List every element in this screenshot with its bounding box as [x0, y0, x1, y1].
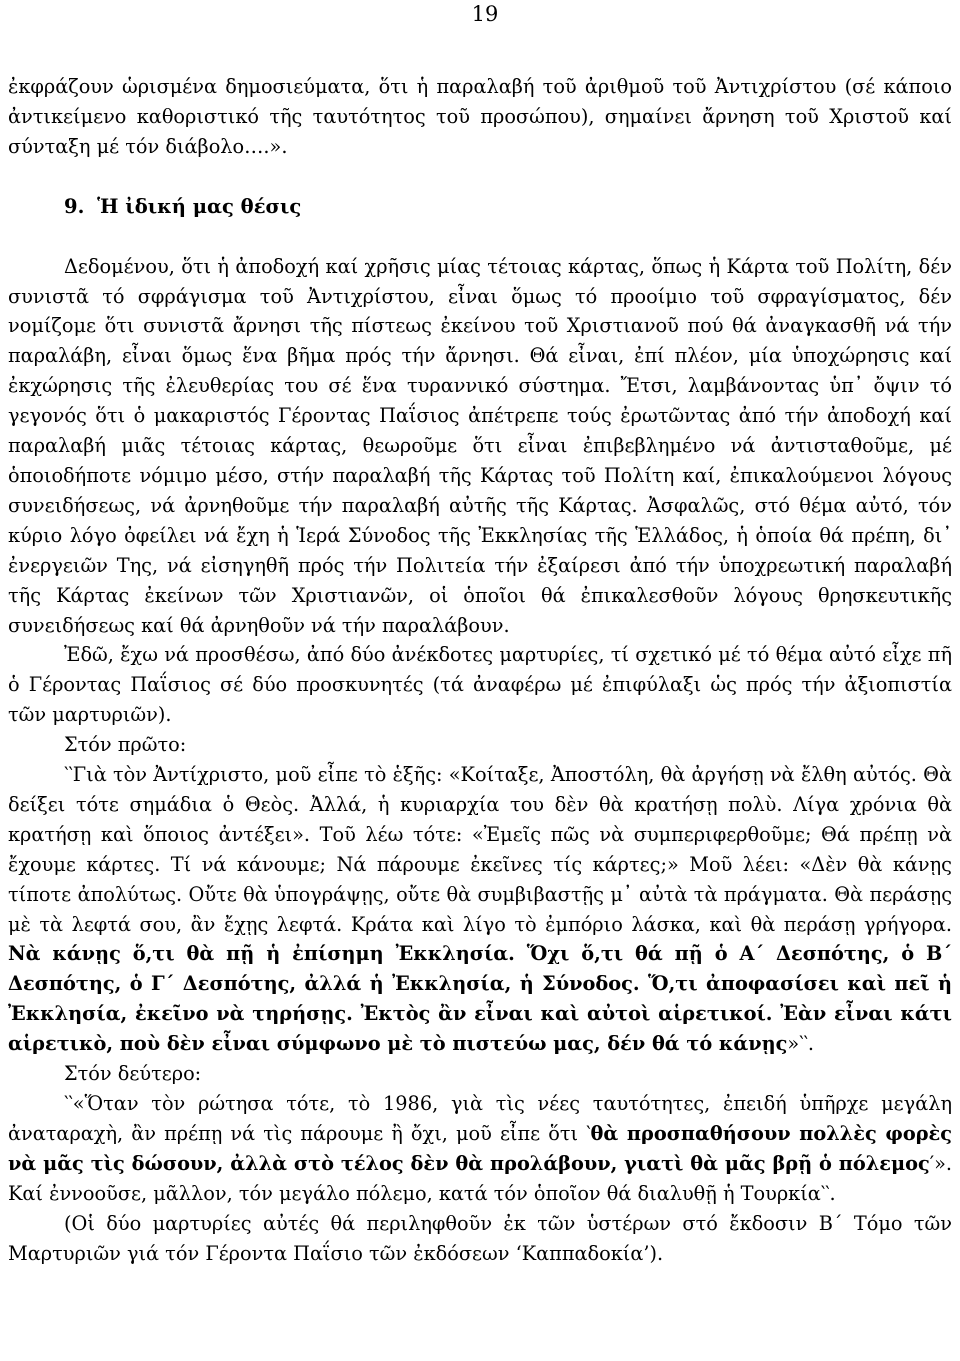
second-testimony-emphasis: θὰ προσπαθήσουν πολλὲς φορὲς νὰ μᾶς τὶς δώσουν, ἀλλὰ στὸ τέλος δὲν θὰ προλάβουν, γιατὶ θὰ μᾶς βρῇ ὁ πόλεμος [8, 1121, 952, 1175]
section-paragraph-2: Ἐδῶ, ἔχω νά προσθέσω, ἀπό δύο ἀνέκδοτες μαρτυρίες, τί σχετικό μέ τό θέμα αὐτό εἶχε πῆ ὁ Γέροντας Παΐσιος σέ δύο προσκυνητές (τά ἀναφέρω μέ ἐπιφύλαξι ὡς πρός τήν ἀξιοπιστία τῶν μαρτυριῶν). [8, 643, 952, 727]
section-paragraph-1: Δεδομένου, ὅτι ἡ ἀποδοχή καί χρῆσις μίας τέτοιας κάρτας, ὅπως ἡ Κάρτα τοῦ Πολίτη, δέν συνιστᾶ τό σφράγισμα τοῦ Ἀντιχρίστου, εἶναι ὅμως τό προοίμιο τοῦ σφραγίσματος, δέν νομίζομε ὅτι συνιστᾶ ἄρνησι τῆς πίστεως ἐκείνου τοῦ Χριστιανοῦ πού θά ἀναγκασθῆ νά τήν παραλάβη, εἶναι ὅμως ἕνα βῆμα πρός τήν ἄρνησι. Θά εἶναι, ἐπί πλέον, μία ὑποχώρησις καί ἐκχώρησις τῆς ἐλευθερίας του σέ ἕνα τυραννικό σύστημα. Ἔτσι, λαμβάνοντας ὑπ᾽ ὄψιν τό γεγονός ὅτι ὁ μακαριστός Γέροντας Παΐσιος ἀπέτρεπε τούς ἐρωτῶντας ἀπό τήν ἀποδοχή καί παραλαβή μιᾶς τέτοιας κάρτας, θεωροῦμε ὅτι εἶναι ἐπιβεβλημένο νά ἀντισταθοῦμε, μέ ὁποιοδήποτε νόμιμο μέσο, στήν παραλαβή τῆς Κάρτας τοῦ Πολίτη καί, ἐπικαλούμενοι λόγους συνειδήσεως, νά ἀρνηθοῦμε τήν παραλαβή αὐτῆς τῆς Κάρτας. Ἀσφαλῶς, στό θέμα αὐτό, τόν κύριο λόγο ὀφείλει νά ἔχη ἡ Ἱερά Σύνοδος τῆς Ἐκκλησίας τῆς Ἑλλάδος, ἡ ὁποία θά πρέπη, δι᾽ ἐνεργειῶν Της, νά εἰσηγηθῆ πρός τήν Πολιτεία τήν ἐξαίρεσι ἀπό τήν ὑποχρεωτική παραλαβή τῆς Κάρτας ἐκείνων τῶν Χριστιανῶν, οἱ ὁποῖοι θά ἐπικαλεσθοῦν λόγους θρησκευτικῆς συνειδήσεως καί θά ἀρνηθοῦν νά τήν παραλάβουν. [8, 254, 952, 637]
second-testimony-label: Στόν δεύτερο: [64, 1062, 202, 1086]
section-title: Ἡ ἰδική μας θέσις [97, 194, 302, 218]
second-testimony [8, 1089, 952, 1209]
page-number: 19 [471, 2, 499, 26]
closing-note: (Οἱ δύο μαρτυρίες αὐτές θά περιληφθοῦν ἐκ τῶν ὑστέρων στό ἔκδοσιν Β΄ Τόμο τῶν Μαρτυριῶν γιά τόν Γέροντα Παΐσιο τῶν ἐκδόσεων ‘Καππαδοκία’). [8, 1211, 952, 1265]
section-number: 9. [64, 194, 85, 218]
first-testimony-emphasis: Νὰ κάνῃς ὅ,τι θὰ πῇ ἡ ἐπίσημη Ἐκκλησία. Ὅχι ὅ,τι θά πῇ ὁ Α΄ Δεσπότης, ὁ Β΄ Δεσπότης, ὁ Γ΄ Δεσπότης, ἀλλά ἡ Ἐκκλησία, ἡ Σύνοδος. Ὅ,τι ἀποφασίσει καὶ πεῖ ἡ Ἐκκλησία, ἐκεῖνο νὰ τηρήσῃς. Ἐκτὸς ἂν εἶναι καὶ αὐτοὶ αἱρετικοί. Ἐὰν εἶναι κάτι αἱρετικὸ, ποὺ δὲν εἶναι σύμφωνο μὲ τὸ πιστεύω μας, δέν θά τό κάνῃς [8, 942, 952, 1056]
second-testimony-text: ‵‵«Ὅταν τὸν ρώτησα τότε, τὸ 1986, γιὰ τὶς νέες ταυτότητες, ἐπειδή ὑπῆρχε μεγάλη ἀναταραχὴ, ἂν πρέπῃ νά τὶς πάρουμε ἢ ὄχι, μοῦ εἶπε ὅτι ‵ [8, 1092, 952, 1145]
second-testimony-closing: ′». Καί ἐννοοῦσε, μᾶλλον, τόν μεγάλο πόλεμο, κατά τόν ὁποῖον θά διαλυθῇ ἡ Τουρκία‵‵. [8, 1151, 952, 1205]
intro-paragraph: ἐκφράζουν ὡρισμένα δημοσιεύματα, ὅτι ἡ παραλαβή τοῦ ἀριθμοῦ τοῦ Ἀντιχρίστου (σέ κάποιο ἀντικείμενο καθοριστικό τῆς ταυτότητος τοῦ προσώπου), σημαίνει ἄρνηση τοῦ Χριστοῦ καί σύνταξη μέ τόν διάβολο….». [8, 75, 952, 158]
first-testimony-closing: »‵‵. [787, 1032, 815, 1056]
first-testimony-label: Στόν πρῶτο: [64, 733, 187, 757]
section-heading [8, 162, 952, 252]
first-testimony [8, 760, 952, 1059]
first-testimony-text: ‵‵Γιὰ τὸν Ἀντίχριστο, μοῦ εἶπε τὸ ἑξῆς: «Κοίταξε, Ἀποστόλη, θὰ ἀργήσῃ νὰ ἔλθη αὐτός. Θὰ δείξει τότε σημάδια ὁ Θεὸς. Ἀλλά, ἡ κυριαρχία του δὲν θὰ κρατήσῃ πολὺ. Λίγα χρόνια θὰ κρατήσῃ καὶ ὅποιος ἀντέξει». Τοῦ λέω τότε: «Ἐμεῖς πῶς νὰ συμπεριφερθοῦμε; Θά πρέπῃ νὰ ἔχουμε κάρτες. Τί νά κάνουμε; Νά πάρουμε ἐκεῖνες τίς κάρτες;» Μοῦ λέει: «Δὲν θὰ κάνῃς τίποτε ἀπολύτως. Οὔτε θὰ ὑπογράψῃς, οὔτε θὰ συμβιβαστῇς μ᾽ αὐτὰ τὰ πράγματα. Θὰ περάσῃς μὲ τὰ λεφτά σου, ἂν ἔχῃς λεφτά. Κράτα καὶ λίγο τὸ ἐμπόριο λάσκα, καὶ θὰ περάσῃ γρήγορα. [8, 763, 952, 936]
page-body [8, 72, 952, 1268]
